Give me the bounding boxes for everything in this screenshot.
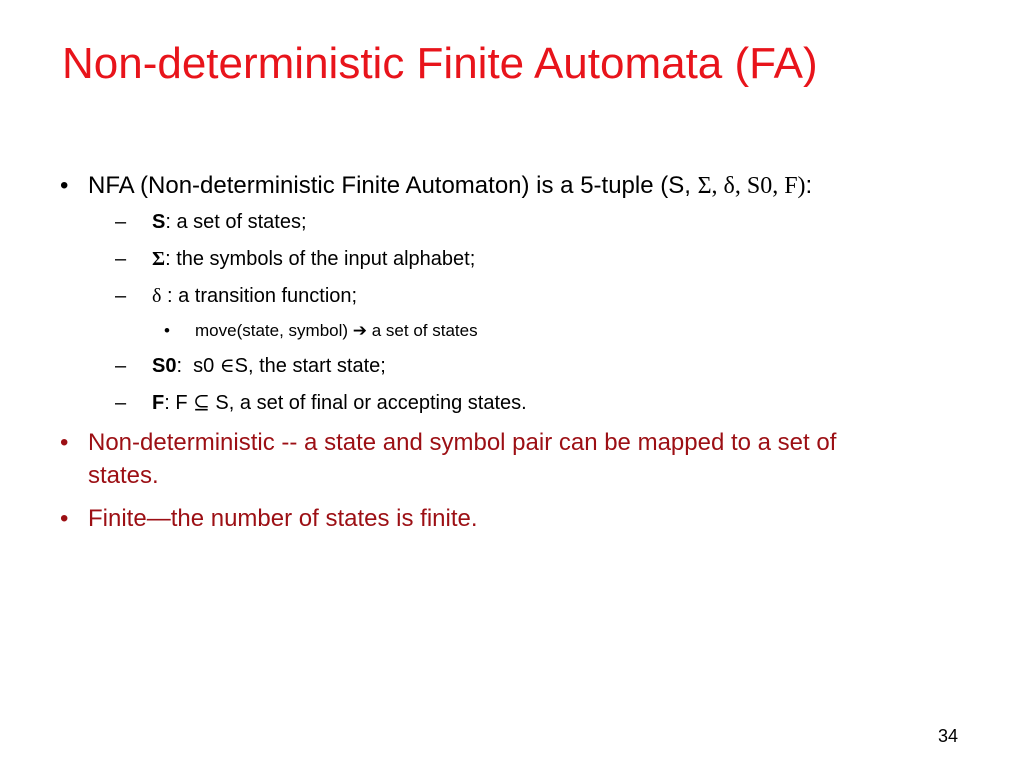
term-S0: S0 (152, 355, 177, 377)
list-item-text: F: F ⊆ S, a set of final or accepting states. (152, 392, 527, 414)
dash-marker: – (115, 355, 127, 377)
bullet-marker: • (60, 172, 69, 199)
term-sigma: Σ (152, 248, 166, 270)
tuple-symbols: Σ, δ, S0, F) (697, 173, 806, 199)
dash-marker: – (115, 285, 127, 307)
term-F: F (152, 392, 165, 414)
list-item-text: S0: s0 ∈S, the start state; (152, 355, 386, 377)
bullet-text-line2: states. (88, 462, 159, 489)
bullet-marker: • (60, 505, 69, 532)
subset-symbol: ⊆ (193, 392, 210, 414)
term-S: S (152, 211, 166, 233)
right-arrow-icon: ➔ (352, 321, 368, 340)
page-number: 34 (938, 726, 959, 746)
dash-marker: – (115, 392, 127, 414)
term-delta: δ (152, 285, 162, 307)
list-item-text: Σ: the symbols of the input alphabet; (152, 248, 476, 270)
list-item-text: S: a set of states; (152, 211, 307, 233)
slide-title: Non-deterministic Finite Automata (FA) (62, 39, 818, 88)
dash-marker: – (115, 248, 127, 270)
bullet-text: Finite—the number of states is finite. (88, 505, 478, 532)
bullet-text: NFA (Non-deterministic Finite Automaton) is a 5-tuple (S, Σ, δ, S0, F): (88, 172, 813, 199)
bullet-text-line1: Non-deterministic -- a state and symbol pair can be mapped to a set of (88, 429, 837, 456)
list-subitem-text: move(state, symbol) ➔ a set of states (195, 319, 478, 343)
bullet-marker: • (164, 321, 170, 340)
element-of-symbol: ∈ (219, 355, 235, 377)
dash-marker: – (115, 211, 127, 233)
bullet-marker: • (60, 429, 69, 456)
list-item-text: δ : a transition function; (152, 285, 358, 307)
